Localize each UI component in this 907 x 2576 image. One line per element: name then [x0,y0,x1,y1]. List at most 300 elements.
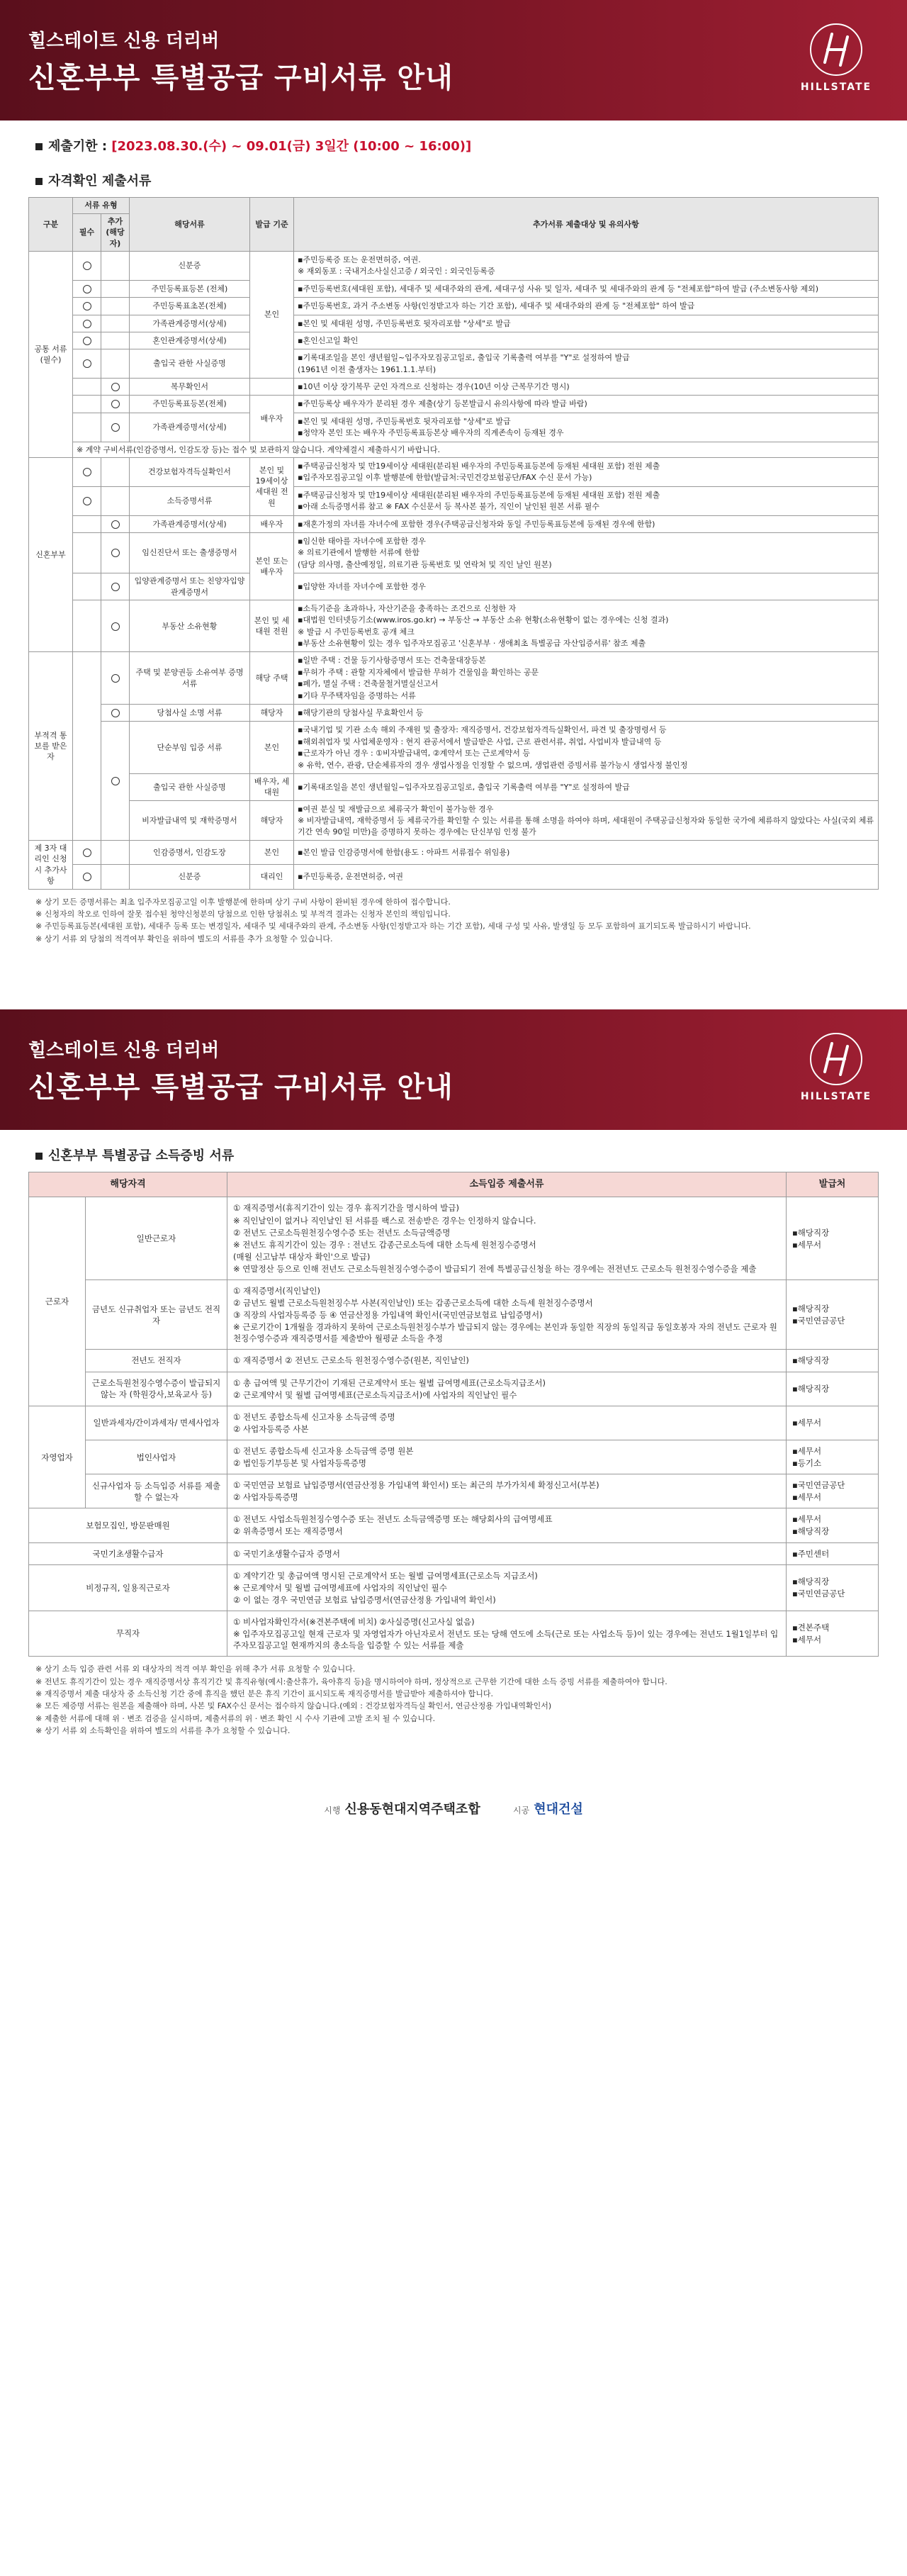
empty-cell [73,413,101,442]
group-self: 자영업자 [29,1406,86,1508]
th-issuer: 발급처 [787,1172,879,1197]
marker-cell [73,298,101,315]
note-line: ▪재혼가정의 자녀를 자녀수에 포함한 경우(주택공급신청자와 동일 주민등록표등본에 등재된 경우에 한함) [298,519,655,529]
notes-cell [787,1474,879,1508]
marker-cell [73,865,101,889]
note-line: ▪무허가 주택 : 관할 지자체에서 발급한 무허가 건물임을 확인하는 공문 [298,667,539,677]
marker-cell [101,705,130,722]
doc-name: 비자발급내역 및 재학증명서 [130,800,250,840]
circle-mark-icon [83,468,91,476]
doc-name: 소득증명서류 [130,486,250,515]
footnote: ※ 상기 서류 외 소득확인을 위하여 별도의 서류를 추가 요청할 수 있습니다. [35,1726,291,1736]
table-row [29,442,879,457]
doc-name: 신분증 [130,865,250,889]
marker-cell [101,515,130,532]
circle-mark-icon [111,383,120,391]
note-line: ※ 발급 시 주민등록번호 공개 체크 [298,627,415,637]
circle-mark-icon [83,302,91,310]
footnote: ※ 모든 제증명 서류는 원본을 제출해야 하며, 사본 및 FAX수신 문서는 접수하지 않습니다.(예외 : 건강보험자격득실 확인서, 연금산정용 가입내역확인서) [35,1701,552,1711]
empty-cell [101,458,130,487]
table-row [29,840,879,864]
issue-basis: 대리인 [250,865,294,889]
table-row [29,458,879,487]
table-row [29,1508,879,1542]
notes-cell [294,532,879,573]
footnote: ※ 신청자의 착오로 인하여 잘못 접수된 청약신청분의 당첨으로 인한 당첨취소 및 부적격 결과는 신청자 본인의 책임입니다. [35,909,451,919]
note-line: ▪등기소 [792,1458,822,1469]
table-row [29,332,879,349]
doc-name: 주민등록표등본(전체) [130,396,250,413]
notes-cell [227,1542,787,1564]
common-note: ※ 계약 구비서류(인감증명서, 인감도장 등)는 접수 및 보관하지 않습니다. 계약체결시 제출하시기 바랍니다. [73,442,879,457]
income-docs-table [28,1172,879,1657]
note-line: ▪해당직장 [792,1526,830,1537]
issue-basis: 배우자 [250,515,294,532]
notes-cell [294,486,879,515]
issue-basis: 본인 [250,251,294,378]
section2-title: 신혼부부 특별공급 소득증빙 서류 [48,1148,235,1164]
notes-cell [294,600,879,652]
empty-cell [73,600,101,652]
doc-name: 주민등록표등본 (전체) [130,280,250,297]
th-docs: 소득입증 제출서류 [227,1172,787,1197]
note-line: ※ 근로계약서 및 월별 급여명세표에 사업자의 직인날인 필수 [233,1582,447,1593]
note-line: ② 전년도 근로소득원천징수영수증 또는 전년도 소득금액증명 [233,1227,451,1238]
note-line: ※ 입주자모집공고일 현재 근로자 및 자영업자가 아닌자로서 전년도 또는 당해 연도에 소득(근로 또는 사업소득 등)이 있는 경우에는 전년도 1월1일부터 입주자모집공고일 현재까지의 총소득을 입증할 수 있는 서류를 제출 [233,1628,779,1651]
note-line: ▪주민등록증 또는 운전면허증, 여권. [298,254,421,264]
table-row [29,532,879,573]
note-line: ▪주민등록상 배우자가 분리된 경우 제출(상기 등본발급시 유의사항에 따라 발급 바람) [298,399,587,409]
notes-cell [787,1542,879,1564]
section1-heading [35,172,879,190]
notes-cell [787,1564,879,1611]
empty-cell [101,280,130,297]
note-line: ① 국민기초생활수급자 증명서 [233,1548,340,1559]
table-row [29,1280,879,1350]
empty-cell [101,298,130,315]
marker-cell [101,573,130,600]
note-line: ▪국민연금공단 [792,1480,845,1491]
notes-cell [227,1508,787,1542]
notes-cell [294,515,879,532]
note-line: ② 법인등기부등본 및 사업자등록증명 [233,1458,366,1469]
note-line: (1961년 이전 출생자는 1961.1.1.부터) [298,364,436,374]
empty-cell [101,865,130,889]
doc-name: 당첨사실 소명 서류 [130,705,250,722]
note-line: ※ 재외동포 : 국내거소사실신고증 / 외국인 : 외국인등록증 [298,267,495,276]
notes-cell [294,315,879,332]
table-row [29,515,879,532]
note-line: ▪소득기준을 초과하나, 자산기준을 충족하는 조건으로 신청한 자 [298,603,517,613]
circle-mark-icon [83,285,91,293]
doc-name: 부동산 소유현황 [130,600,250,652]
note-line: ② 이 없는 경우 국민연금 보험료 납입증명서(연금산정용 가입내역 확인서) [233,1594,496,1605]
table-row [29,1197,879,1280]
th-qual: 해당자격 [29,1172,227,1197]
doc-name: 출입국 관한 사실증명 [130,774,250,801]
table-row [29,379,879,396]
marker-cell [73,486,101,515]
note-line: ② 위촉증명서 또는 재직증명서 [233,1526,343,1537]
doc-name: 인감증명서, 인감도장 [130,840,250,864]
th-doc-type: 서류 유형 [73,198,130,213]
table-row [29,251,879,280]
note-line: ▪입주자모집공고일 이후 발행분에 한함(발급처:국민건강보험공단/FAX 수신 문서 가능) [298,473,592,483]
note-line: ② 사업자등록증 사본 [233,1423,309,1434]
hillstate-emblem-icon [808,21,864,78]
issue-basis: 본인 [250,722,294,774]
note-line: ▪해당직장 [792,1304,830,1314]
doc-name: 가족관계증명서(상세) [130,413,250,442]
category-incomplete: 부적격 통보를 받은 자 [29,652,73,840]
note-line: ▪세무서 [792,1239,822,1250]
table-row [29,413,879,442]
circle-mark-icon [83,337,91,345]
note-line: ▪세무서 [792,1445,822,1456]
note-line: ▪세무서 [792,1492,822,1503]
qualification-docs-table [28,197,879,889]
marker-cell [73,332,101,349]
notes-cell [787,1508,879,1542]
table-row [29,1440,879,1474]
notes-cell [227,1197,787,1280]
deadline-value: [2023.08.30.(수) ~ 09.01(금) 3일간 (10:00 ~ 16:00)] [111,139,472,154]
note-line: ▪주택공급신청자 및 만19세이상 세대원(분리된 배우자의 주민등록표등본에 등재된 세대원 포함) 전원 제출 [298,490,660,500]
note-line: (담당 의사명, 출산예정일, 의료기관 등록번호 및 연락처 및 직인 날인 원본) [298,559,552,569]
marker-cell [73,840,101,864]
issue-basis: 본인 [250,840,294,864]
circle-mark-icon [111,400,120,408]
note-line: ① 재직증명서 ② 전년도 근로소득 원천징수영수증(원본, 직인날인) [233,1355,469,1366]
header-banner-1 [0,0,907,121]
note-line: ▪주민등록번호(세대원 포함), 세대주 및 세대주와의 관계, 세대구성 사유 및 일자, 세대주 및 세대주와의 관계 등 "전체포함"하여 발급 (주소변동사항 제외) [298,284,819,293]
note-line: ▪혼인신고일 확인 [298,335,359,345]
table-row [29,280,879,297]
note-line: ※ 연말정산 등으로 인해 전년도 근로소득원천징수영수증이 발급되기 전에 특별공급신청을 하는 경우에는 전전년도 근로소득 원천징수영수증을 제출 [233,1263,757,1274]
note-line: ▪세무서 [792,1635,822,1645]
marker-cell [101,600,130,652]
note-line: ① 계약기간 및 총급여액 명시된 근로계약서 또는 월별 급여명세표(근로소득 지급조서) [233,1570,538,1581]
notes-cell [294,722,879,774]
banner-title: 신혼부부 특별공급 구비서류 안내 [28,62,454,94]
qual-cell: 금년도 신규취업자 또는 금년도 전직자 [86,1280,227,1350]
group-worker: 근로자 [29,1197,86,1406]
issue-basis: 본인 및 19세이상 세대원 전원 [250,458,294,516]
qual-cell: 국민기초생활수급자 [29,1542,227,1564]
table-row [29,1474,879,1508]
notes-cell [294,458,879,487]
table-row [29,1372,879,1406]
table-row [29,774,879,801]
table-row [29,705,879,722]
notes-cell [227,1350,787,1372]
footnote: ※ 상기 소득 입증 관련 서류 외 대상자의 적격 여부 확인을 위해 추가 서류 요청할 수 있습니다. [35,1664,356,1674]
note-line: ② 사업자등록증명 [233,1492,298,1503]
issue-basis: 해당자 [250,800,294,840]
notes-cell [294,774,879,801]
doc-name: 건강보험자격득실확인서 [130,458,250,487]
empty-cell [73,652,101,840]
note-line: ※ 유학, 연수, 관광, 단순체류자의 경우 생업사정을 인정할 수 없으며, 생업관련 증빙서류 불가능시 생업사정 불인정 [298,760,688,770]
table-row [29,298,879,315]
executor-name: 신용동현대지역주택조합 [344,1801,480,1817]
th-notes: 추가서류 제출대상 및 유의사항 [294,198,879,252]
note-line: ▪주민센터 [792,1548,830,1559]
notes-cell [294,840,879,864]
note-line: ※ 직인날인이 없거나 직인날인 된 서류를 팩스로 전송받은 경우는 인정하지 않습니다. [233,1215,536,1226]
table-row [29,722,879,774]
doc-name: 주택 및 분양권등 소유여부 증명서류 [130,652,250,705]
note-line: ※ 의료기관에서 발행한 서류에 한함 [298,548,419,558]
circle-mark-icon [111,777,120,785]
notes-cell [294,865,879,889]
doc-name: 출입국 관한 사실증명 [130,349,250,379]
notes-cell [294,280,879,297]
marker-cell [73,251,101,280]
note-line: ▪주민등록번호, 과거 주소변동 사항(인정받고자 하는 기간 포함), 세대주 및 세대주와의 관계 등 "전체포함" 하여 발급 [298,301,695,311]
footnote: ※ 제출한 서류에 대해 위 · 변조 검증을 실시하며, 제출서류의 위 · 변조 확인 시 수사 기관에 고발 조치 될 수 있습니다. [35,1713,436,1723]
note-line: ▪여권 분실 및 재발급으로 체류국가 확인이 불가능한 경우 [298,804,494,814]
issue-basis: 본인 또는 배우자 [250,532,294,600]
empty-cell [73,396,101,413]
doc-name: 신분증 [130,251,250,280]
note-line: ▪주민등록증, 운전면허증, 여권 [298,872,403,882]
note-line: ① 전년도 종합소득세 신고자용 소득금액 증명 [233,1411,395,1422]
note-line: ▪기타 무주택자임을 증명하는 서류 [298,690,416,700]
th-extra: 추가 (해당자) [101,213,130,251]
table-row [29,486,879,515]
bullet-icon [35,1153,43,1160]
notes-cell [294,251,879,280]
issue-basis: 해당자 [250,705,294,722]
banner-subtitle: 힐스테이트 신용 더리버 [28,1040,220,1062]
th-category: 구분 [29,198,73,252]
doc-name: 입양관계증명서 또는 친양자입양관계증명서 [130,573,250,600]
qual-cell: 무직자 [29,1611,227,1656]
notes-cell [294,705,879,722]
banner-subtitle: 힐스테이트 신용 더리버 [28,30,220,52]
notes-cell [787,1440,879,1474]
table-row [29,396,879,413]
note-line: ▪세무서 [792,1418,822,1428]
note-line: ▪해당직장 [792,1227,830,1238]
empty-cell [101,486,130,515]
marker-cell [73,315,101,332]
table-row [29,573,879,600]
note-line: ▪세무서 [792,1514,822,1525]
category-newlywed: 신혼부부 [29,458,73,652]
table-row [29,652,879,705]
note-line: ③ 직장의 사업자등록증 등 ④ 연금산정용 가입내역 확인서(국민연금보험료 납입증명서) [233,1310,543,1321]
table-row [29,1406,879,1440]
notes-cell [787,1280,879,1350]
notes-cell [294,332,879,349]
circle-mark-icon [83,849,91,857]
note-line: ▪해당기관의 당첨사실 무효확인서 등 [298,708,424,718]
note-line: ① 총 급여액 및 근무기간이 기재된 근로계약서 또는 월별 급여명세표(근로소득지급조서) [233,1377,546,1388]
qual-cell: 신규사업자 등 소득입증 서류를 제출 할 수 없는자 [86,1474,227,1508]
table-row [29,1542,879,1564]
empty-cell [101,251,130,280]
note-line: ▪아래 소득증명서류 참고 ※ FAX 수신문서 등 복사본 불가, 직인이 날인된 원본 서류 필수 [298,502,600,512]
footnote: ※ 주민등록표등본(세대원 포함), 세대주 등록 또는 변경일자, 세대주 및 세대주와의 관계, 주소변동 사항(인정받고자 하는 기간 포함), 세대 구성 및 사유, 발생일 등 모두 포함하여 표기되도록 발급하시기 바랍니다. [35,922,751,931]
note-line: ▪국내기업 및 기관 소속 해외 주재원 및 출장자: 재직증명서, 건강보험자격득실확인서, 파견 및 출장명령서 등 [298,725,667,735]
section1-footnotes [35,897,879,945]
th-required: 필수 [73,213,101,251]
notes-cell [227,1564,787,1611]
circle-mark-icon [111,709,120,717]
note-line: ▪일반 주택 : 건물 등기사항증명서 또는 건축물대장등본 [298,656,486,666]
note-line: ▪본인 및 세대원 성명, 주민등록번호 뒷자리포함 "상세"로 발급 [298,416,511,426]
note-line: ▪본인 발급 인감증명서에 한함(용도 : 아파트 서류접수 위임용) [298,847,510,857]
table-row [29,315,879,332]
empty-cell [101,332,130,349]
notes-cell [294,652,879,705]
issue-basis: 배우자, 세대원 [250,774,294,801]
qual-cell: 비정규직, 일용직근로자 [29,1564,227,1611]
note-line: ▪국민연금공단 [792,1589,845,1599]
circle-mark-icon [111,622,120,631]
notes-cell [227,1280,787,1350]
notes-cell [227,1474,787,1508]
doc-name: 가족관계증명서(상세) [130,515,250,532]
doc-name: 혼인관계증명서(상세) [130,332,250,349]
table-row [29,349,879,379]
circle-mark-icon [111,583,120,591]
doc-name: 단순부임 입증 서류 [130,722,250,774]
circle-mark-icon [83,320,91,328]
note-line: ▪기록대조일을 본인 생년월일~입주자모집공고일로, 출입국 기록출력 여부를 "Y"로 설정하여 발급 [298,782,630,792]
note-line: ① 전년도 사업소득원천징수영수증 또는 전년도 소득금액증명 또는 해당회사의 급여명세표 [233,1514,553,1525]
notes-cell [787,1406,879,1440]
section2-heading [35,1147,879,1165]
builder-name: 현대건설 [534,1801,583,1817]
note-line: ② 근로계약서 및 월별 급여명세표(근로소득지급조서)에 사업자의 직인날인 필수 [233,1389,517,1400]
table-row [29,1611,879,1656]
notes-cell [227,1406,787,1440]
footnote: ※ 상기 서류 외 당첨의 적격여부 확인을 위하여 별도의 서류를 추가 요청할 수 있습니다. [35,934,333,943]
note-line: ▪청약자 본인 또는 배우자 주민등록표등본상 배우자의 직계존속이 등재된 경우 [298,428,564,438]
issue-basis: 해당 주택 [250,652,294,705]
marker-cell [101,532,130,573]
note-line: ▪해당직장 [792,1355,830,1366]
marker-cell [73,458,101,487]
footnote: ※ 재직증명서 제출 대상자 중 소득신청 기간 중에 휴직을 했던 분은 휴직 기간이 표시되도록 재직증명서를 발급받아 제출하셔야 합니다. [35,1689,493,1698]
hillstate-logo [794,21,879,95]
note-line: ① 재직증명서(휴직기간이 있는 경우 휴직기간을 명시하여 발급) [233,1203,459,1214]
doc-name: 가족관계증명서(상세) [130,315,250,332]
issue-basis: 본인 및 세대원 전원 [250,600,294,652]
notes-cell [227,1440,787,1474]
notes-cell [294,298,879,315]
circle-mark-icon [83,359,91,368]
note-line: ▪대법원 인터넷등기소(www.iros.go.kr) → 부동산 → 부동산 소유 현황(소유현황이 없는 경우에는 신청 결과) [298,615,669,625]
logo-text: HILLSTATE [800,1091,872,1103]
notes-cell [227,1611,787,1656]
qual-cell: 근로소득원천징수영수증이 발급되지 않는 자 (학원강사,보육교사 등) [86,1372,227,1406]
circle-mark-icon [111,549,120,557]
note-line: ▪본인 및 세대원 성명, 주민등록번호 뒷자리포함 "상세"로 발급 [298,318,511,328]
executor-label: 시행 [324,1805,341,1815]
qual-cell: 일반근로자 [86,1197,227,1280]
notes-cell [787,1372,879,1406]
notes-cell [294,573,879,600]
empty-cell [101,349,130,379]
marker-cell [73,280,101,297]
note-line: ※ 전년도 휴직기간이 있는 경우 : 전년도 갑종근로소득에 대한 소득세 원천징수증명서 [233,1239,536,1250]
notes-cell [227,1372,787,1406]
hillstate-emblem-icon [808,1031,864,1087]
footnote: ※ 전년도 휴직기간이 있는 경우 재직증명서상 휴직기간 및 휴직유형(예시:출산휴가, 육아휴직 등)을 명시하여야 하며, 정상적으로 근무한 기간에 대한 소득 증빙 서류를 제출하여야 합니다. [35,1676,667,1686]
note-line: ▪부동산 소유현황이 있는 경우 입주자모집공고 '신혼부부 · 생애최초 특별공급 자산입증서류' 참조 제출 [298,639,646,649]
section2-footnotes [35,1664,879,1736]
bullet-icon [35,178,43,185]
empty-cell [73,379,101,396]
circle-mark-icon [83,873,91,881]
note-line: ▪폐가, 멸실 주택 : 건축물철거멸실신고서 [298,679,439,689]
section1-title: 자격확인 제출서류 [48,174,152,189]
notes-cell [294,413,879,442]
notes-cell [787,1197,879,1280]
marker-cell [101,396,130,413]
table-row [29,800,879,840]
table-row [29,1350,879,1372]
notes-cell [294,349,879,379]
footnote: ※ 상기 모든 증명서류는 최초 입주자모집공고일 이후 발행분에 한하며 상기 구비 사항이 완비된 경우에 한하여 접수합니다. [35,897,451,907]
deadline-label: 제출기한 : [48,139,112,154]
note-line: ▪입양한 자녀를 자녀수에 포함한 경우 [298,581,426,591]
table-row [29,865,879,889]
note-line: ▪해외취업자 및 사업체운영자 : 현지 관공서에서 발급받은 사업, 근로 관련서류, 취업, 사업비자 발급내역 등 [298,737,662,746]
notes-cell [294,800,879,840]
empty-cell [101,840,130,864]
doc-name: 주민등록표초본(전체) [130,298,250,315]
note-line: ※ 비자발급내역, 재학증명서 등 체류국가를 확인할 수 있는 서류를 통해 소명을 하여야 하며, 세대원이 주택공급신청자와 동일한 국가에 체류하지 않았다는 사실(국외 체류기간 연속 90일 미만)을 증명하지 못하는 경우에는 단신부임 인정 불가 [298,816,874,836]
table-row [29,1564,879,1611]
note-line: ▪해당직장 [792,1384,830,1394]
qual-cell: 전년도 전직자 [86,1350,227,1372]
builder-label: 시공 [513,1805,530,1815]
footer [28,1801,879,1818]
empty-cell [73,515,101,532]
note-line: ▪10년 이상 장기복무 군인 자격으로 신청하는 경우(10년 이상 근복무기간 명시) [298,382,570,392]
note-line: ▪해당직장 [792,1577,830,1587]
note-line: ① 비사업자확인각서(※견본주택에 비치) ②사실증명(신고사실 없음) [233,1616,475,1627]
note-line: ▪근로자가 아닌 경우 : ①비자발급내역, ②계약서 또는 근로계약서 등 [298,749,531,758]
notes-cell [294,379,879,396]
note-line: ① 전년도 종합소득세 신고자용 소득금액 증명 원본 [233,1445,414,1456]
marker-cell [101,413,130,442]
logo-text: HILLSTATE [800,82,872,93]
doc-name: 복무확인서 [130,379,250,396]
note-line: ▪기록대조일을 본인 생년월일~입주자모집공고일로, 출입국 기록출력 여부를 "Y"로 설정하여 발급 [298,353,630,363]
marker-cell [101,722,130,841]
category-proxy: 제 3자 대리인 신청 시 추가사항 [29,840,73,889]
marker-cell [73,349,101,379]
bullet-icon [35,143,43,150]
empty-cell [73,573,101,600]
note-line: ▪임신한 태아를 자녀수에 포함한 경우 [298,536,426,546]
note-line: ※ 근로기간이 1개월을 경과하지 못하여 근로소득원천징수부가 발급되지 않는 경우에는 본인과 동일한 직장의 동일직급 동일호봉자 자의 전년도 근로자 원천징수영수증과 재직증명서를 제출받아 월평균 소득을 추정 [233,1322,777,1344]
issue-basis: 배우자 [250,396,294,442]
circle-mark-icon [111,423,120,432]
notes-cell [294,396,879,413]
header-banner-2 [0,1009,907,1130]
notes-cell [787,1350,879,1372]
th-doc: 해당서류 [130,198,250,252]
circle-mark-icon [83,262,91,270]
deadline-heading [35,138,879,155]
